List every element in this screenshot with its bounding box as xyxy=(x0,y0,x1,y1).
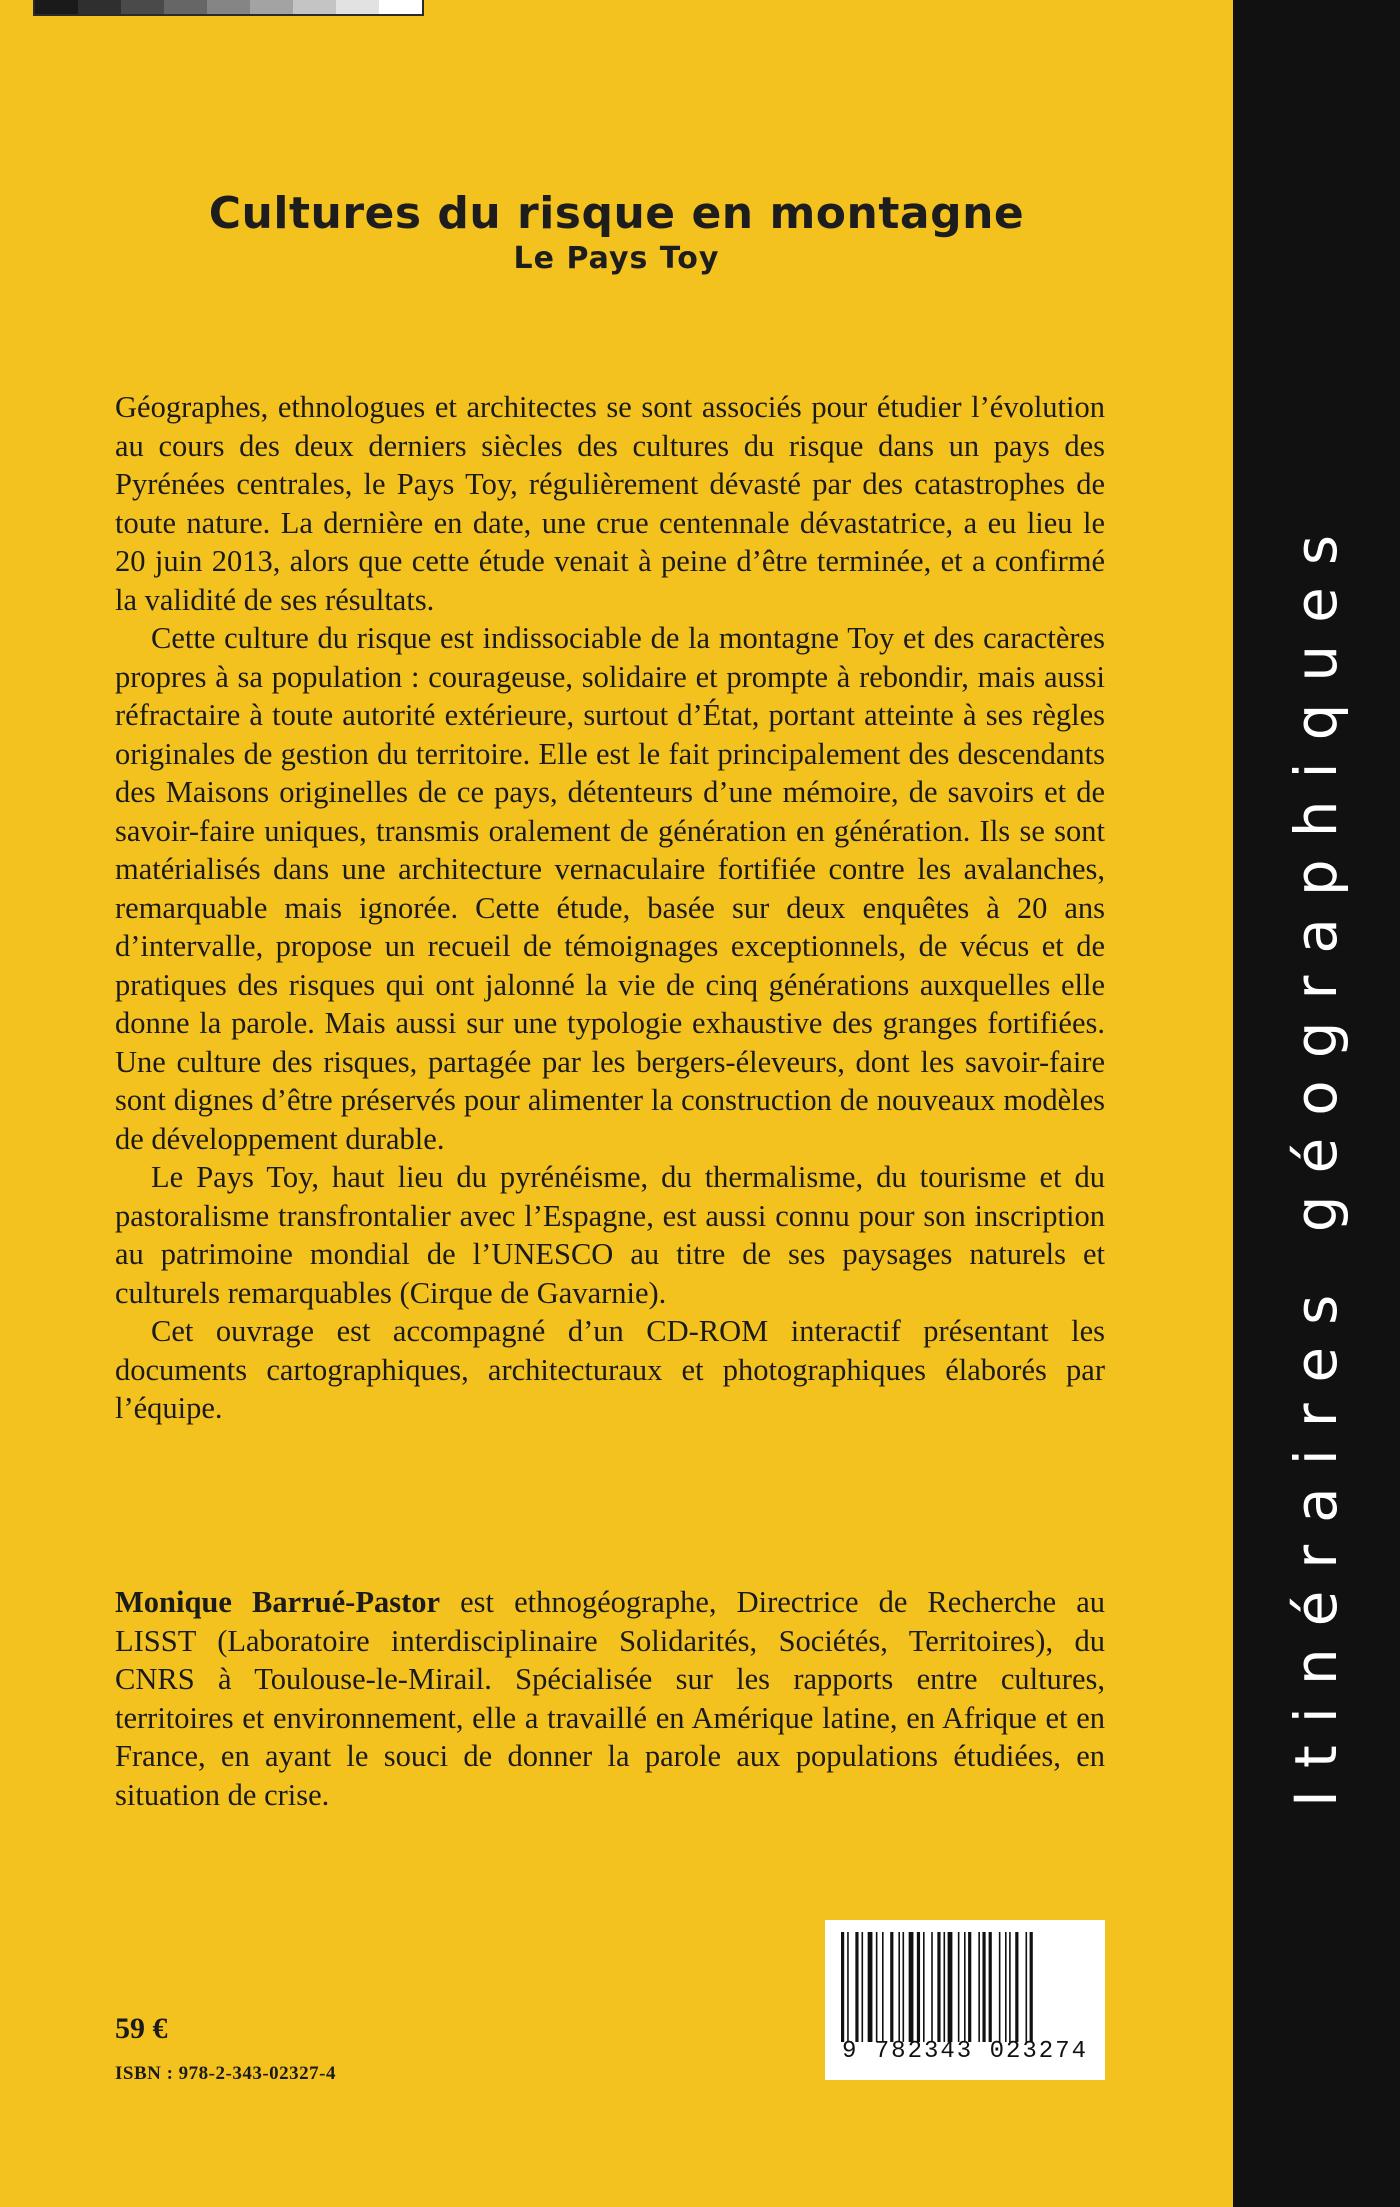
barcode-bar-0 xyxy=(841,1932,844,2042)
summary-paragraph-4: Cet ouvrage est accompagné d’un CD-ROM interactif présentant les documents cartographiques, architecturaux et photographiques élaborés par l’équipe. xyxy=(115,1314,1105,1425)
barcode-bar-26 xyxy=(1015,1932,1018,2042)
summary-text xyxy=(115,388,1105,1428)
barcode-bar-23 xyxy=(999,1932,1001,2042)
author-paragraph xyxy=(115,1583,1105,1814)
summary-paragraph-2: Cette culture du risque est indissociable de la montagne Toy et des caractères propres à sa population : courageuse, solidaire et prompte à rebondir, mais aussi réfractaire à toute autorité extérieure, surtout d’État, portant atteinte à ses règles originales de gestion du territoire. Elle est le fait principalement des descendants des Maisons originelles de ce pays, détenteurs d’une mémoire, de savoirs et de savoir-faire uniques, transmis oralement de génération en génération. Ils se sont matérialisés dans une architecture vernaculaire fortifiée contre les avalanches, remarquable mais ignorée. Cette étude, basée sur deux enquêtes à 20 ans d’intervalle, propose un recueil de témoignages exceptionnels, de vécus et de pratiques des risques qui ont jalonné la vie de cinq générations auxquelles elle donne la parole. Mais aussi sur une typologie exhaustive des granges fortifiées. Une culture des risques, partagée par les bergers-éleveurs, dont les savoir-faire sont dignes d’être préservés pour alimenter la construction de nouveaux modèles de développement durable. xyxy=(115,621,1105,1156)
author-name: Monique Barrué-Pastor xyxy=(115,1585,441,1619)
barcode-bar-16 xyxy=(948,1932,953,2042)
barcode-bar-13 xyxy=(931,1932,933,2042)
barcode-bar-7 xyxy=(890,1932,893,2042)
barcode-bar-15 xyxy=(944,1932,946,2042)
barcode xyxy=(825,1920,1105,2080)
barcode-bar-24 xyxy=(1005,1932,1007,2042)
summary-paragraph-3: Le Pays Toy, haut lieu du pyrénéisme, du thermalisme, du tourisme et du pastoralisme transfrontalier avec l’Espagne, est aussi connu pour son inscription au patrimoine mondial de l’UNESCO au titre de ses paysages naturels et culturels remarquables (Cirque de Gavarnie). xyxy=(115,1160,1105,1310)
barcode-number: 9 782343 023274 xyxy=(841,2038,1089,2065)
book-title: Cultures du risque en montagne xyxy=(208,188,1025,239)
barcode-bar-22 xyxy=(989,1932,992,2042)
barcode-bar-3 xyxy=(862,1932,864,2042)
barcode-bar-11 xyxy=(917,1932,920,2042)
barcode-bar-9 xyxy=(903,1932,905,2042)
barcode-bar-20 xyxy=(978,1932,980,2042)
title-block xyxy=(0,188,1233,276)
barcode-bar-10 xyxy=(909,1932,914,2042)
barcode-bar-28 xyxy=(1030,1932,1033,2042)
barcode-bar-4 xyxy=(868,1932,873,2042)
isbn: ISBN : 978-2-343-02327-4 xyxy=(115,2063,336,2084)
barcode-bar-2 xyxy=(855,1932,858,2042)
summary-paragraph-1: Géographes, ethnologues et architectes se sont associés pour étudier l’évolution au cours des deux derniers siècles des cultures du risque dans un pays des Pyrénées centrales, le Pays Toy, régulièrement dévasté par des catastrophes de toute nature. La dernière en date, une crue centennale dévastatrice, a eu lieu le 20 juin 2013, alors que cette étude venait à peine d’être terminée, et a confirmé la validité de ses résultats. xyxy=(115,390,1105,617)
print-calibration-strip xyxy=(33,0,424,16)
author-bio xyxy=(115,1583,1105,1814)
barcode-bar-8 xyxy=(898,1932,900,2042)
barcode-bar-21 xyxy=(982,1932,985,2042)
author-description: est ethnogéographe, Directrice de Recherche au LISST (Laboratoire interdisciplinaire Solidarités, Sociétés, Territoires), du CNRS à Toulouse-le-Mirail. Spécialisée sur les rapports entre cultures, territoires et environnement, elle a travaillé en Amérique latine, en Afrique et en France, en ayant le souci de donner la parole aux populations étudiées, en situation de crise. xyxy=(115,1585,1105,1812)
barcode-bar-5 xyxy=(876,1932,878,2042)
barcode-bar-18 xyxy=(964,1932,966,2042)
barcode-bar-6 xyxy=(882,1932,884,2042)
collection-title: Itinéraires géographiques xyxy=(1282,512,1350,1808)
barcode-bars xyxy=(839,1932,1091,2042)
barcode-bar-17 xyxy=(958,1932,960,2042)
barcode-bar-14 xyxy=(937,1932,940,2042)
barcode-bar-12 xyxy=(923,1932,925,2042)
barcode-bar-19 xyxy=(968,1932,971,2042)
barcode-bar-25 xyxy=(1009,1932,1011,2042)
price: 59 € xyxy=(115,2012,168,2045)
barcode-bar-1 xyxy=(847,1932,849,2042)
barcode-bar-27 xyxy=(1026,1932,1028,2042)
book-subtitle: Le Pays Toy xyxy=(513,241,720,276)
